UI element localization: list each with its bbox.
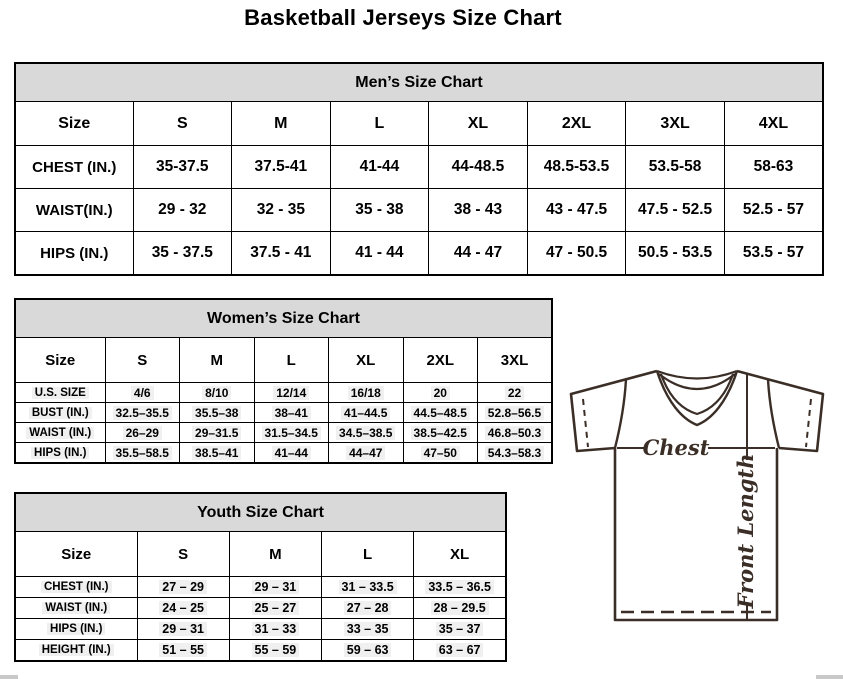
row-label: WAIST (IN.) [15, 423, 105, 443]
column-header: Size [15, 102, 133, 146]
chest-label: Chest [642, 435, 710, 460]
size-value-cell: 31 – 33.5 [322, 577, 414, 598]
size-value-cell: 29 – 31 [137, 619, 229, 640]
column-header: L [254, 338, 329, 383]
size-value-cell: 50.5 - 53.5 [626, 232, 725, 276]
column-header: Size [15, 532, 137, 577]
column-header: M [180, 338, 255, 383]
size-value-cell: 26–29 [105, 423, 180, 443]
jersey-measurement-diagram [557, 362, 843, 662]
size-value-cell: 63 – 67 [414, 640, 506, 662]
table-row [15, 232, 823, 276]
size-value-cell: 8/10 [180, 383, 255, 403]
row-label: CHEST (IN.) [15, 146, 133, 189]
size-value-cell: 35 – 37 [414, 619, 506, 640]
size-value-cell: 37.5-41 [232, 146, 331, 189]
size-value-cell: 29–31.5 [180, 423, 255, 443]
size-value-cell: 53.5-58 [626, 146, 725, 189]
table-row [15, 598, 506, 619]
size-value-cell: 52.8–56.5 [478, 403, 553, 423]
size-value-cell: 24 – 25 [137, 598, 229, 619]
column-header: XL [414, 532, 506, 577]
row-label: HEIGHT (IN.) [15, 640, 137, 662]
size-value-cell: 58-63 [724, 146, 823, 189]
column-header: XL [429, 102, 528, 146]
size-value-cell: 44–47 [329, 443, 404, 464]
table-row [15, 189, 823, 232]
row-label: BUST (IN.) [15, 403, 105, 423]
size-value-cell: 16/18 [329, 383, 404, 403]
table-row [15, 423, 552, 443]
size-value-cell: 51 – 55 [137, 640, 229, 662]
size-value-cell: 35-37.5 [133, 146, 232, 189]
column-header: M [229, 532, 321, 577]
column-header: M [232, 102, 331, 146]
size-value-cell: 4/6 [105, 383, 180, 403]
page-title-wrap [0, 5, 806, 31]
size-value-cell: 35 - 37.5 [133, 232, 232, 276]
row-label: U.S. SIZE [15, 383, 105, 403]
size-value-cell: 35.5–58.5 [105, 443, 180, 464]
horizontal-scrollbar-fragment-right[interactable] [816, 675, 843, 679]
collar-back-top-line [657, 371, 737, 379]
youth-size-chart-table [14, 492, 507, 662]
size-value-cell: 47–50 [403, 443, 478, 464]
table-row [15, 577, 506, 598]
size-value-cell: 38–41 [254, 403, 329, 423]
row-label: WAIST (IN.) [15, 598, 137, 619]
chart-title-cell: Women’s Size Chart [15, 299, 552, 338]
row-label: HIPS (IN.) [15, 619, 137, 640]
size-value-cell: 41–44.5 [329, 403, 404, 423]
row-label: CHEST (IN.) [15, 577, 137, 598]
horizontal-scrollbar-fragment-left[interactable] [0, 675, 18, 679]
womens-size-chart-table [14, 298, 553, 464]
size-value-cell: 20 [403, 383, 478, 403]
size-value-cell: 52.5 - 57 [724, 189, 823, 232]
column-header: S [105, 338, 180, 383]
mens-size-chart-table [14, 62, 824, 276]
size-value-cell: 55 – 59 [229, 640, 321, 662]
size-value-cell: 28 – 29.5 [414, 598, 506, 619]
column-header: Size [15, 338, 105, 383]
size-value-cell: 48.5-53.5 [527, 146, 626, 189]
size-value-cell: 38 - 43 [429, 189, 528, 232]
row-label: WAIST(IN.) [15, 189, 133, 232]
size-value-cell: 47.5 - 52.5 [626, 189, 725, 232]
size-value-cell: 44-48.5 [429, 146, 528, 189]
row-label: HIPS (IN.) [15, 443, 105, 464]
size-value-cell: 41–44 [254, 443, 329, 464]
size-value-cell: 12/14 [254, 383, 329, 403]
column-header: 2XL [403, 338, 478, 383]
table-row [15, 403, 552, 423]
size-value-cell: 35 - 38 [330, 189, 429, 232]
column-header: L [330, 102, 429, 146]
column-header: 3XL [478, 338, 553, 383]
column-header: 3XL [626, 102, 725, 146]
size-value-cell: 27 – 29 [137, 577, 229, 598]
size-value-cell: 32.5–35.5 [105, 403, 180, 423]
column-header: XL [329, 338, 404, 383]
right-armhole-seam [768, 379, 779, 448]
chart-title-cell: Youth Size Chart [15, 493, 506, 532]
vneck-inner-line [661, 374, 733, 414]
column-header: 4XL [724, 102, 823, 146]
front-length-label: Front Length [733, 453, 758, 609]
column-header: 2XL [527, 102, 626, 146]
size-value-cell: 41-44 [330, 146, 429, 189]
page-title: Basketball Jerseys Size Chart [244, 5, 562, 30]
size-value-cell: 54.3–58.3 [478, 443, 553, 464]
table-row [15, 640, 506, 662]
size-value-cell: 38.5–41 [180, 443, 255, 464]
table-row [15, 146, 823, 189]
size-value-cell: 37.5 - 41 [232, 232, 331, 276]
size-value-cell: 29 – 31 [229, 577, 321, 598]
size-value-cell: 31 – 33 [229, 619, 321, 640]
column-header: S [137, 532, 229, 577]
column-header: L [322, 532, 414, 577]
size-value-cell: 33.5 – 36.5 [414, 577, 506, 598]
size-value-cell: 33 – 35 [322, 619, 414, 640]
size-value-cell: 41 - 44 [330, 232, 429, 276]
size-value-cell: 44.5–48.5 [403, 403, 478, 423]
left-cuff-dashed-line [583, 399, 588, 447]
size-value-cell: 47 - 50.5 [527, 232, 626, 276]
size-value-cell: 53.5 - 57 [724, 232, 823, 276]
size-value-cell: 43 - 47.5 [527, 189, 626, 232]
table-row [15, 383, 552, 403]
size-value-cell: 34.5–38.5 [329, 423, 404, 443]
size-value-cell: 27 – 28 [322, 598, 414, 619]
right-cuff-dashed-line [806, 399, 811, 447]
row-label: HIPS (IN.) [15, 232, 133, 276]
table-row [15, 443, 552, 464]
size-value-cell: 46.8–50.3 [478, 423, 553, 443]
size-value-cell: 44 - 47 [429, 232, 528, 276]
size-value-cell: 22 [478, 383, 553, 403]
column-header: S [133, 102, 232, 146]
size-value-cell: 32 - 35 [232, 189, 331, 232]
chart-title-cell: Men’s Size Chart [15, 63, 823, 102]
size-value-cell: 29 - 32 [133, 189, 232, 232]
size-value-cell: 38.5–42.5 [403, 423, 478, 443]
left-armhole-seam [615, 379, 626, 448]
table-row [15, 619, 506, 640]
size-value-cell: 25 – 27 [229, 598, 321, 619]
size-value-cell: 35.5–38 [180, 403, 255, 423]
size-value-cell: 31.5–34.5 [254, 423, 329, 443]
size-value-cell: 59 – 63 [322, 640, 414, 662]
